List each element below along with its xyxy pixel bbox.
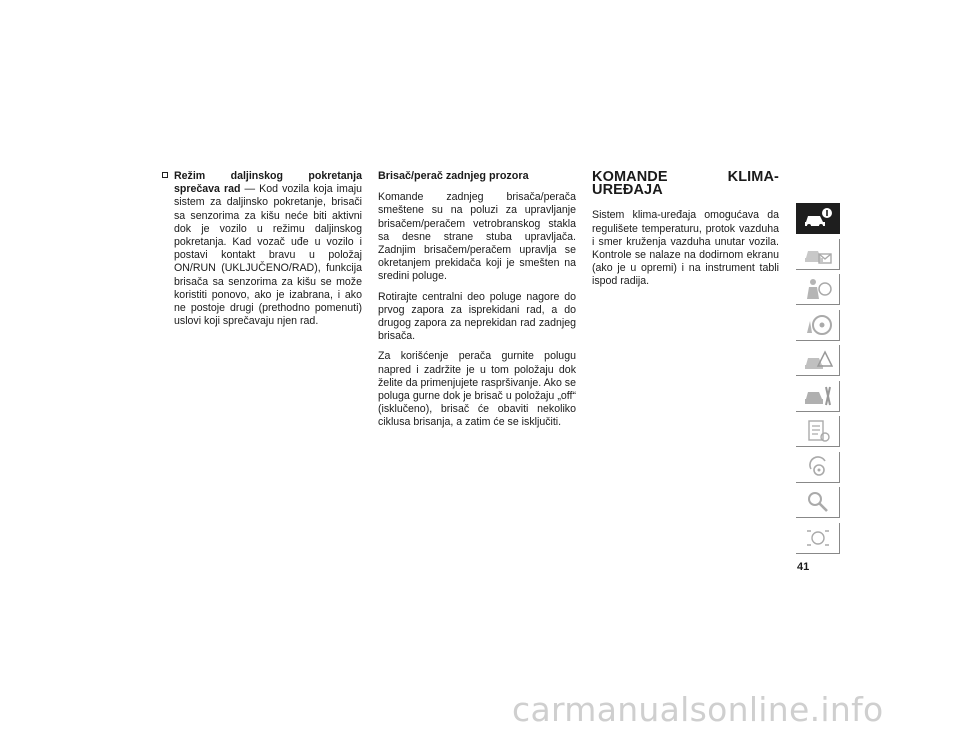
tab-safety[interactable] (796, 274, 840, 305)
bullet-remote-start (162, 170, 362, 328)
tab-driving[interactable] (796, 310, 840, 341)
search-icon (803, 490, 833, 514)
rear-wiper-heading: Brisač/perač zadnjeg prozora (378, 170, 529, 182)
climate-controls-paragraph: Sistem klima-uređaja omogućava da regulišete temperaturu, protok vazduha i smer kruženja vazduha unutar vozila. Kontrole se nalaze na dodirnom ekranu (ako je u opremi) i na instrument tabli ispod radija. (592, 209, 779, 288)
page-number: 41 (797, 561, 810, 573)
language-icon (803, 526, 833, 550)
bullet-body-text: — Kod vozila koja imaju sistem za daljinsko pokretanje, brisači sa senzorima za kišu neće biti aktivni dok je vozilo u režimu daljinskog pokretanja. Kad vozač uđe u vozilo i postavi kontakt bravu u položaj ON/RUN (UKLJUČENO/RAD), funkcija brisača sa senzorima za kišu se može koristiti ponovo, ako je izabrana, i ako ne postoje drugi (prethodno pomenuti) uslovi koji sprečavaju njen rad. (174, 183, 362, 328)
rear-wiper-paragraph-1: Komande zadnjeg brisača/perača smeštene su na poluzi za upravljanje brisačem/peračem vetrobranskog stakla sa desne strane stuba upravljača. Zadnjim brisačem/peračem upravlja se okretanjem prekidača koji je smešten na sredini poluge. (378, 191, 576, 283)
watermark: carmanualsonline.info (512, 690, 884, 729)
tab-car-mail[interactable] (796, 239, 840, 270)
bullet-bold-text: Režim daljinskog pokretanja sprečava rad (174, 170, 362, 196)
rear-wiper-paragraph-3: Za korišćenje perača gurnite polugu napred i zadržite je u tom položaju dok želite da primenjujete raspršivanje. Ako se poluga gurne dok je brisač u položaju „off“ (isklučeno), brisač će obaviti nekoliko ciklusa brisanja, a zatim će se isključiti. (378, 350, 576, 429)
left-column (162, 170, 362, 328)
rear-wiper-paragraph-2: Rotirajte centralni deo poluge nagore do prvog zapora za isprekidani rad, a do drugog zapora za neprekidan rad zadnjeg brisača. (378, 290, 576, 343)
multimedia-icon (803, 455, 833, 479)
bullet-square-icon (162, 172, 168, 178)
tab-car-info[interactable] (796, 203, 840, 234)
tab-multimedia[interactable] (796, 452, 840, 483)
car-warning-icon (803, 348, 833, 372)
car-mail-icon (803, 242, 833, 266)
tab-emergency[interactable] (796, 345, 840, 376)
car-service-icon (803, 384, 833, 408)
maintenance-checklist-icon (803, 419, 833, 443)
chapter-tabs (796, 203, 841, 558)
tab-index[interactable] (796, 487, 840, 518)
car-info-icon (803, 206, 833, 230)
right-column (592, 171, 779, 296)
seatbelt-airbag-icon (803, 277, 833, 301)
climate-controls-heading: KOMANDE KLIMA-UREĐAJA (592, 169, 779, 199)
tab-service[interactable] (796, 381, 840, 412)
middle-column (378, 170, 576, 437)
tab-languages[interactable] (796, 523, 840, 554)
tab-maintenance[interactable] (796, 416, 840, 447)
steering-wheel-icon (803, 313, 833, 337)
